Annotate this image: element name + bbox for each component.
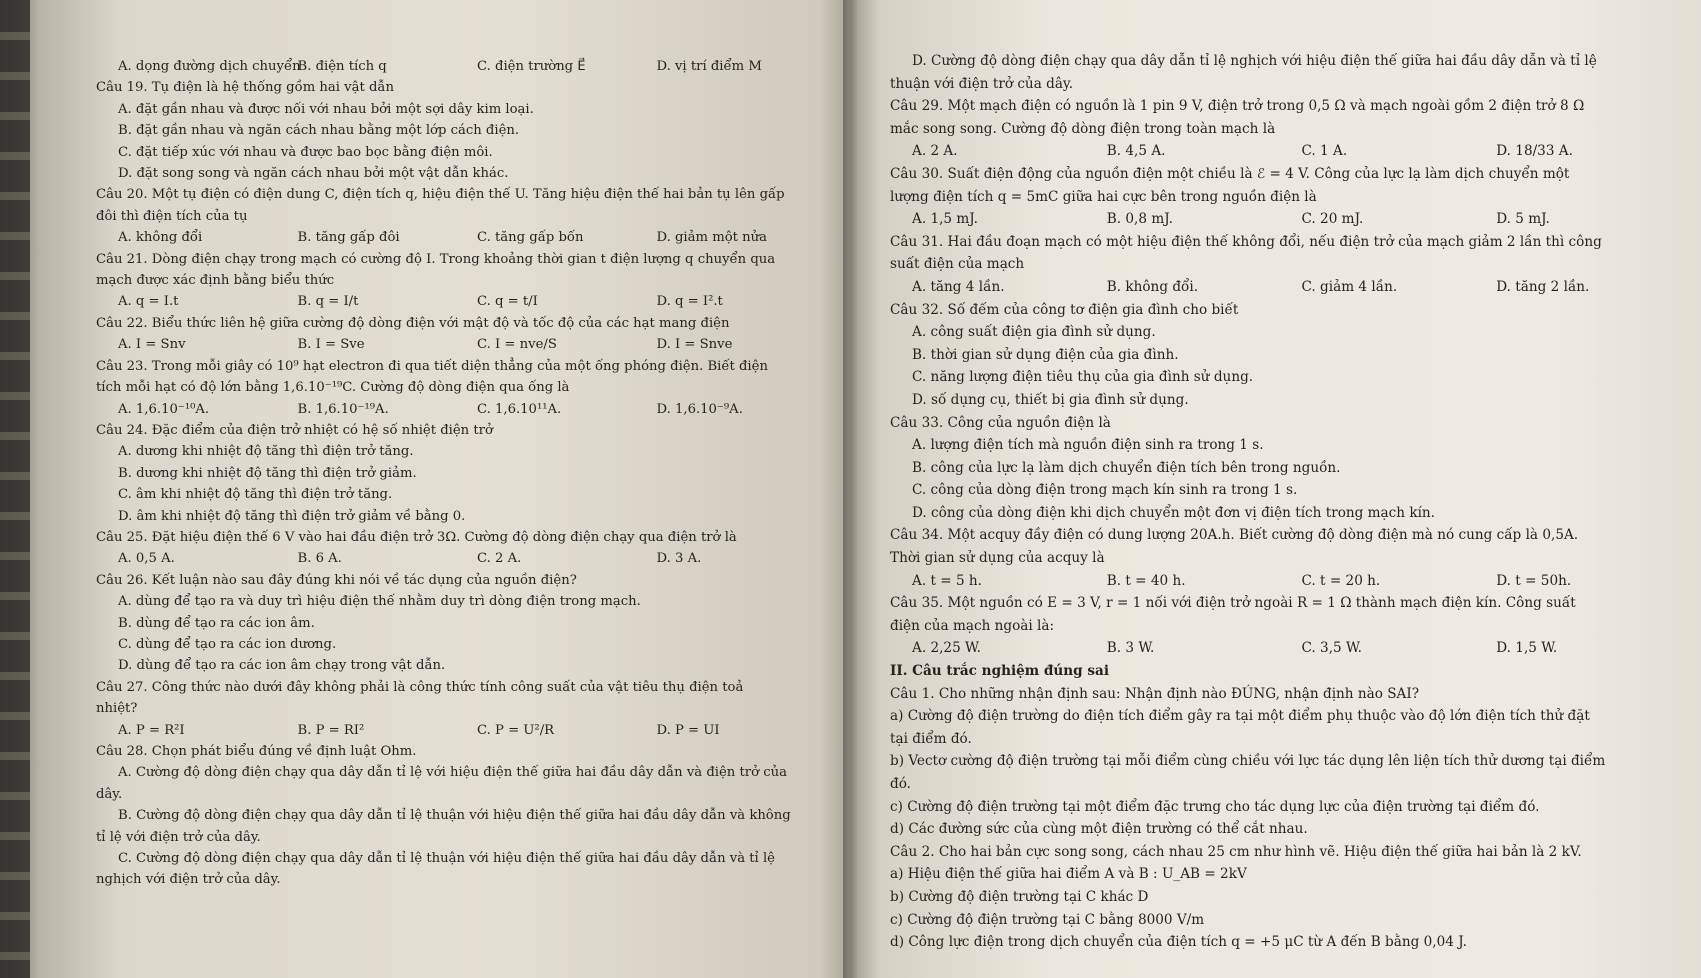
text-line: d) Các đường sức của cùng một điện trường có thể cắt nhau.: [890, 821, 1308, 838]
question-text: Câu 19. Tụ điện là hệ thống gồm hai vật dẫn: [96, 80, 394, 96]
text-line: tỉ lệ với điện trở của dây.: [96, 829, 261, 845]
answer-options-row: [890, 140, 1691, 163]
answer-options-row: [96, 399, 836, 420]
binder-edge: [0, 0, 30, 978]
answer-option: C. 3,5 W.: [1301, 640, 1362, 657]
answer-option: D. giảm một nửa: [656, 230, 767, 246]
text-line: tích mỗi hạt có độ lớn bằng 1,6.10⁻¹⁹C. Cường độ dòng điện qua ống là: [96, 380, 570, 396]
answer-option: B. P = RI²: [297, 722, 365, 738]
text-line: nhiệt?: [96, 701, 138, 717]
text-line: C. Cường độ dòng điện chạy qua dây dẫn tỉ lệ thuận với hiệu điện thế giữa hai đầu dây dẫn và tỉ lệ: [118, 851, 775, 867]
text-line: b) Cường độ điện trường tại C khác D: [890, 888, 1149, 905]
text-line: tại điểm đó.: [890, 730, 972, 747]
text-line: B. dương khi nhiệt độ tăng thì điện trở giảm.: [118, 465, 417, 481]
text-line: b) Vectơ cường độ điện trường tại mỗi điểm cùng chiều với lực tác dụng lên liện tích thử dương tại điểm: [890, 753, 1606, 770]
answer-option: D. I = Snve: [656, 337, 733, 353]
answer-option: C. 1 A.: [1301, 143, 1348, 160]
answer-option: D. P = UI: [656, 722, 720, 738]
answer-option: B. tăng gấp đôi: [297, 230, 400, 246]
answer-options-row: [96, 291, 836, 312]
text-line: A. Cường độ dòng điện chạy qua dây dẫn tỉ lệ với hiệu điện thế giữa hai đầu dây dẫn và điện trở của: [118, 765, 787, 781]
text-line: c) Cường độ điện trường tại C bằng 8000 V/m: [890, 911, 1205, 928]
answer-options-row: [890, 570, 1691, 593]
text-line: Thời gian sử dụng của acquy là: [890, 550, 1105, 567]
text-line: B. thời gian sử dụng điện của gia đình.: [912, 346, 1179, 363]
question-text: Câu 21. Dòng điện chạy trong mạch có cường độ I. Trong khoảng thời gian t điện lượng q chuyển qua: [96, 251, 776, 267]
question-text: Câu 33. Công của nguồn điện là: [890, 414, 1111, 431]
answer-option: D. vị trí điểm M: [656, 59, 762, 74]
answer-options-row: [96, 548, 836, 569]
answer-option: B. 1,6.10⁻¹⁹A.: [297, 401, 389, 417]
answer-option: C. t = 20 h.: [1301, 572, 1381, 589]
answer-option: B. t = 40 h.: [1106, 572, 1186, 589]
answer-option: B. không đổi.: [1106, 278, 1199, 295]
answer-option: D. q = I².t: [656, 294, 723, 310]
answer-option: C. điện trường E⃗: [477, 59, 586, 74]
answer-option: A. 1,5 mJ.: [912, 211, 979, 228]
text-line: đó.: [890, 776, 911, 792]
text-line: C. công của dòng điện trong mạch kín sinh ra trong 1 s.: [912, 482, 1298, 499]
text-line: C. năng lượng điện tiêu thụ của gia đình sử dụng.: [912, 369, 1254, 386]
answer-option: B. 0,8 mJ.: [1106, 211, 1173, 228]
answer-option: C. 1,6.10¹¹A.: [477, 401, 562, 417]
text-line: B. Cường độ dòng điện chạy qua dây dẫn tỉ lệ thuận với hiệu điện thế giữa hai đầu dây dẫn và không: [118, 808, 791, 824]
question-text: Câu 1. Cho những nhận định sau: Nhận định nào ĐÚNG, nhận định nào SAI?: [890, 685, 1420, 702]
answer-option: D. t = 50h.: [1496, 572, 1572, 589]
answer-option: C. 2 A.: [477, 551, 522, 567]
question-text: Câu 28. Chọn phát biểu đúng về định luật Ohm.: [96, 744, 417, 759]
answer-option: A. q = I.t: [118, 294, 179, 310]
text-line: A. công suất điện gia đình sử dụng.: [912, 324, 1156, 341]
text-line: c) Cường độ điện trường tại một điểm đặc trưng cho tác dụng lực của điện trường tại điểm đó.: [890, 798, 1540, 815]
question-text: Câu 23. Trong mỗi giây có 10⁹ hạt electron đi qua tiết diện thẳng của một ống phóng điện. Biết điện: [96, 358, 768, 374]
text-line: dây.: [96, 786, 123, 802]
text-line: A. lượng điện tích mà nguồn điện sinh ra trong 1 s.: [912, 437, 1264, 454]
answer-option: B. điện tích q: [297, 59, 387, 74]
answer-option: D. 1,6.10⁻⁹A.: [656, 401, 743, 417]
answer-option: A. tăng 4 lần.: [912, 278, 1005, 295]
text-line: D. công của dòng điện khi dịch chuyển một đơn vị điện tích trong mạch kín.: [912, 504, 1436, 521]
section-heading: II. Câu trắc nghiệm đúng sai: [890, 663, 1110, 680]
text-line: D. dùng để tạo ra các ion âm chạy trong vật dẫn.: [118, 658, 446, 674]
text-line: mạch được xác định bằng biểu thức: [96, 273, 335, 289]
text-line: A. dương khi nhiệt độ tăng thì điện trở tăng.: [118, 444, 414, 460]
text-line: D. âm khi nhiệt độ tăng thì điện trở giảm về bằng 0.: [118, 508, 466, 524]
question-text: Câu 35. Một nguồn có E = 3 V, r = 1 nối với điện trở ngoài R = 1 Ω thành mạch điện kín. Công suất: [890, 595, 1576, 612]
answer-option: A. 2,25 W.: [912, 640, 981, 657]
question-text: Câu 24. Đặc điểm của điện trở nhiệt có hệ số nhiệt điện trở: [96, 422, 493, 438]
question-text: Câu 29. Một mạch điện có nguồn là 1 pin 9 V, điện trở trong 0,5 Ω và mạch ngoài gồm 2 điện trở 8 Ω: [890, 98, 1585, 115]
answer-option: A. 0,5 A.: [118, 551, 175, 567]
answer-option: D. tăng 2 lần.: [1496, 278, 1590, 295]
answer-option: D. 3 A.: [656, 551, 702, 567]
question-text: Câu 32. Số đếm của công tơ điện gia đình cho biết: [890, 301, 1239, 318]
answer-options-row: [96, 720, 836, 741]
text-line: suất điện của mạch: [890, 256, 1025, 273]
text-line: a) Hiệu điện thế giữa hai điểm A và B : U_AB = 2kV: [890, 866, 1247, 883]
answer-option: D. 18/33 A.: [1496, 143, 1573, 160]
answer-option: A. 1,6.10⁻¹⁰A.: [118, 401, 210, 417]
text-line: C. dùng để tạo ra các ion dương.: [118, 636, 337, 652]
answer-option: C. 20 mJ.: [1301, 211, 1364, 228]
answer-option: A. không đổi: [118, 230, 203, 246]
answer-option: B. 4,5 A.: [1106, 143, 1166, 160]
answer-option: B. I = Sve: [297, 337, 365, 353]
answer-options-row: [96, 56, 836, 77]
question-text: Câu 2. Cho hai bản cực song song, cách nhau 25 cm như hình vẽ. Hiệu điện thế giữa hai bản là 2 kV.: [890, 843, 1582, 860]
answer-option: A. t = 5 h.: [912, 572, 982, 589]
question-text: Câu 20. Một tụ điện có điện dung C, điện tích q, hiệu điện thế U. Tăng hiệu điện thế hai bản tụ lên gấp: [96, 187, 785, 203]
text-line: D. đặt song song và ngăn cách nhau bởi một vật dẫn khác.: [118, 166, 509, 182]
answer-options-row: [890, 208, 1691, 231]
answer-option: A. dọng đường dịch chuyển: [118, 59, 301, 74]
answer-option: A. I = Snv: [118, 337, 186, 353]
text-line: B. đặt gần nhau và ngăn cách nhau bằng một lớp cách điện.: [118, 123, 520, 139]
question-text: Câu 30. Suất điện động của nguồn điện một chiều là ℰ = 4 V. Công của lực lạ làm dịch chuyển một: [890, 165, 1570, 182]
answer-option: B. 6 A.: [297, 551, 342, 567]
answer-option: D. 1,5 W.: [1496, 640, 1558, 657]
answer-options-row: [96, 227, 836, 248]
text-line: D. số dụng cụ, thiết bị gia đình sử dụng.: [912, 391, 1189, 408]
text-line: d) Công lực điện trong dịch chuyển của điện tích q = +5 μC từ A đến B bằng 0,04 J.: [890, 934, 1467, 951]
answer-option: D. 5 mJ.: [1496, 211, 1550, 228]
text-line: lượng điện tích q = 5mC giữa hai cực bên trong nguồn điện là: [890, 188, 1317, 205]
book-spine-shadow: [843, 0, 857, 978]
text-line: thuận với điện trở của dây.: [890, 75, 1074, 92]
text-line: C. đặt tiếp xúc với nhau và được bao bọc bằng điện môi.: [118, 144, 493, 160]
answer-options-row: [96, 334, 836, 355]
text-line: D. Cường độ dòng điện chạy qua dây dẫn tỉ lệ nghịch với hiệu điện thế giữa hai đầu dây dẫn và tỉ lệ: [912, 53, 1597, 69]
answer-option: C. q = t/I: [477, 294, 538, 310]
answer-option: C. I = nve/S: [477, 337, 557, 353]
text-line: a) Cường độ điện trường do điện tích điểm gây ra tại một điểm phụ thuộc vào độ lớn điện tích thử đặt: [890, 708, 1590, 725]
answer-options-row: [890, 637, 1691, 660]
right-page-content: [890, 50, 1691, 954]
question-text: Câu 31. Hai đầu đoạn mạch có một hiệu điện thế không đổi, nếu điện trở của mạch giảm 2 lần thì công: [890, 233, 1602, 250]
answer-option: A. 2 A.: [912, 143, 958, 160]
question-text: Câu 25. Đặt hiệu điện thế 6 V vào hai đầu điện trở 3Ω. Cường độ dòng điện chạy qua điện trở là: [96, 529, 737, 545]
question-text: Câu 26. Kết luận nào sau đây đúng khi nói về tác dụng của nguồn điện?: [96, 572, 577, 588]
question-text: Câu 27. Công thức nào dưới đây không phải là công thức tính công suất của vật tiêu thụ điện toả: [96, 679, 744, 695]
answer-option: C. P = U²/R: [477, 722, 555, 738]
text-line: B. dùng để tạo ra các ion âm.: [118, 615, 315, 631]
answer-options-row: [890, 276, 1691, 299]
answer-option: C. giảm 4 lần.: [1301, 278, 1398, 295]
left-page: [0, 0, 850, 978]
left-page-content: [96, 56, 836, 891]
text-line: B. công của lực lạ làm dịch chuyển điện tích bên trong nguồn.: [912, 459, 1341, 476]
answer-option: B. q = I/t: [297, 294, 359, 310]
text-line: A. đặt gần nhau và được nối với nhau bởi một sợi dây kim loại.: [118, 101, 534, 117]
text-line: mắc song song. Cường độ dòng điện trong toàn mạch là: [890, 120, 1276, 137]
text-line: đôi thì điện tích của tụ: [96, 208, 248, 224]
question-text: Câu 34. Một acquy đầy điện có dung lượng 20A.h. Biết cường độ dòng điện mà nó cung cấp là 0,5A.: [890, 527, 1579, 544]
text-line: điện của mạch ngoài là:: [890, 617, 1055, 634]
answer-option: B. 3 W.: [1106, 640, 1155, 657]
answer-option: A. P = R²I: [118, 722, 185, 738]
answer-option: C. tăng gấp bốn: [477, 230, 584, 246]
question-text: Câu 22. Biểu thức liên hệ giữa cường độ dòng điện với mật độ và tốc độ của các hạt mang điện: [96, 315, 730, 331]
text-line: A. dùng để tạo ra và duy trì hiệu điện thế nhằm duy trì dòng điện trong mạch.: [118, 594, 641, 610]
text-line: nghịch với điện trở của dây.: [96, 872, 281, 888]
text-line: C. âm khi nhiệt độ tăng thì điện trở tăng.: [118, 487, 393, 503]
right-page: [850, 0, 1701, 978]
